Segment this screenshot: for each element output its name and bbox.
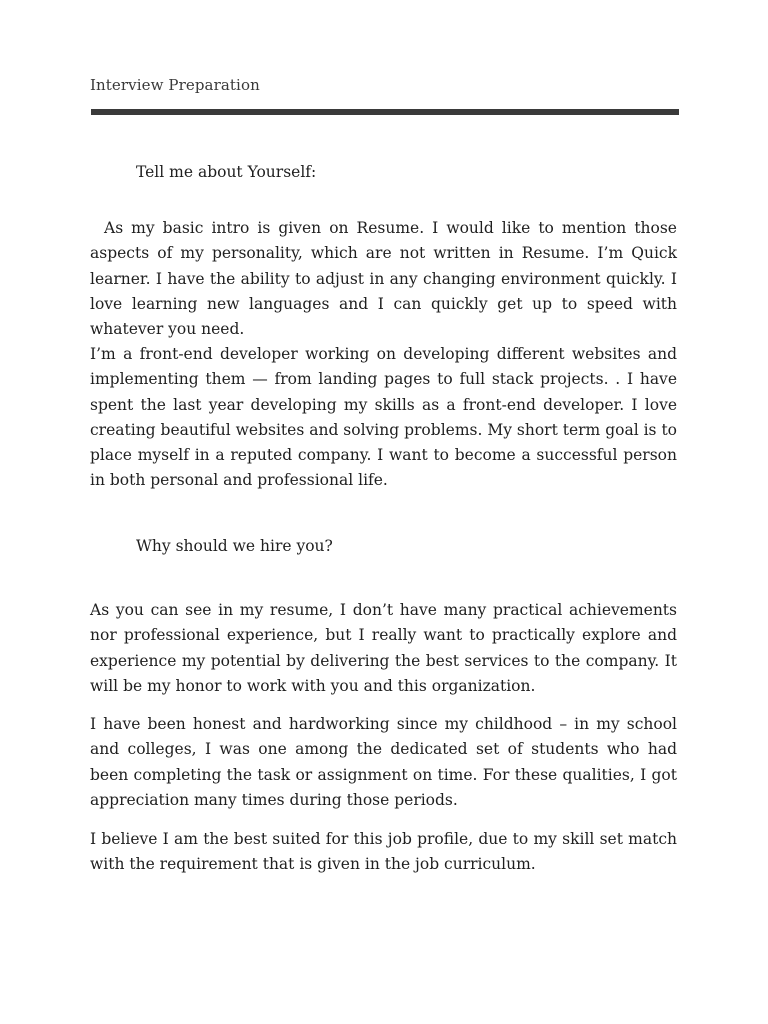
answer-paragraph: I’m a front-end developer working on developing different websites and implementing them — from landing pages to full stack projects. . I have spent the last year developing my skills as a front-end developer. I love creating beautiful websites and solving problems. My short term goal is to place myself in a reputed company. I want to become a successful person in both personal and professional life. — [90, 345, 677, 490]
answer-paragraph: I believe I am the best suited for this job profile, due to my skill set match with the requirement that is given in the job curriculum. — [90, 830, 677, 874]
answer-paragraph: As you can see in my resume, I don’t have many practical achievements nor professional experience, but I really want to practically explore and experience my potential by delivering the best services to the company. It will be my honor to work with you and this organization. — [90, 601, 677, 695]
answer-paragraph: As my basic intro is given on Resume. I would like to mention those aspects of my personality, which are not written in Resume. I’m Quick learner. I have the ability to adjust in any changing environment quickly. I love learning new languages and I can quickly get up to speed with whatever you need. — [90, 219, 677, 339]
question-heading-about-yourself: Tell me about Yourself: — [136, 163, 317, 181]
header-divider — [91, 109, 679, 115]
question-heading-why-hire: Why should we hire you? — [136, 537, 333, 555]
header-title: Interview Preparation — [90, 76, 260, 94]
answer-paragraph: I have been honest and hardworking since my childhood – in my school and colleges, I was one among the dedicated set of students who had been completing the task or assignment on time. For these qualities, I got appreciation many times during those periods. — [90, 715, 677, 809]
